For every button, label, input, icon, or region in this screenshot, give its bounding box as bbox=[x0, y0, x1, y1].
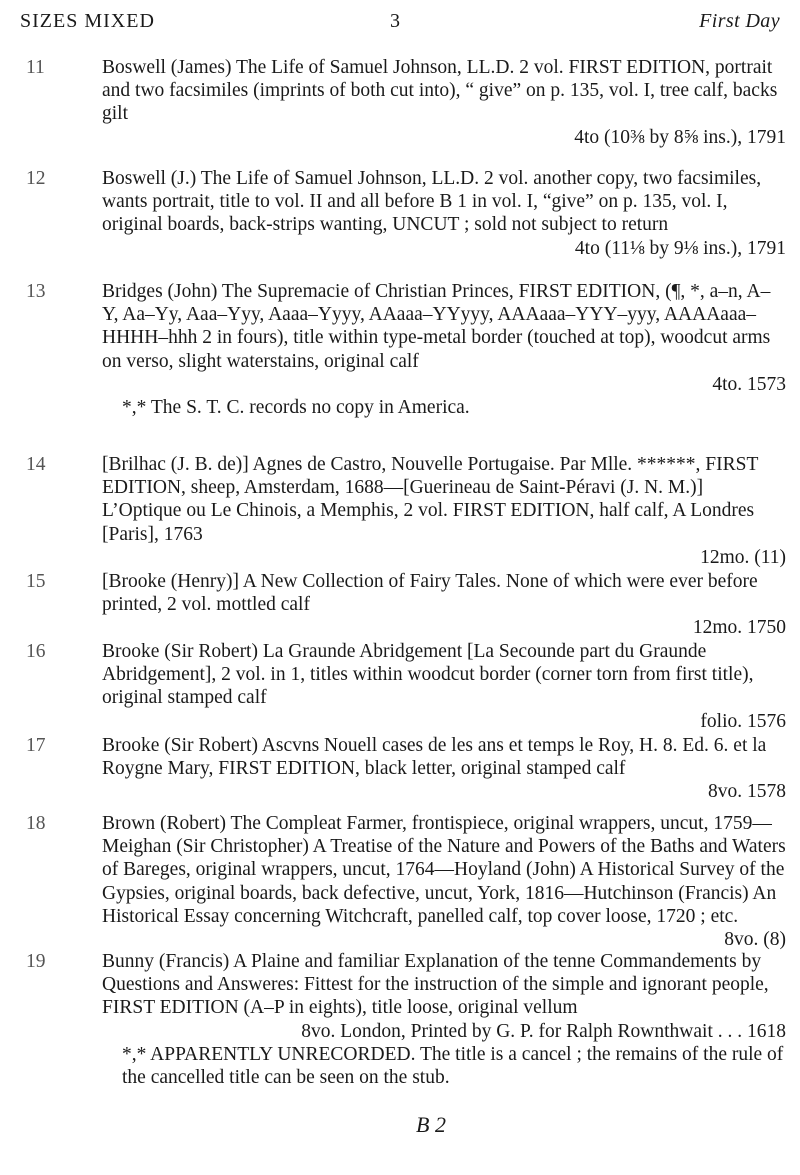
lot-entry bbox=[26, 280, 786, 419]
lot-entry bbox=[26, 167, 786, 260]
lot-description: [Brooke (Henry)] A New Collection of Fairy Tales. None of which were ever before printed, 2 vol. mottled calf bbox=[102, 571, 758, 616]
lot-format: 4to (11⅛ by 9⅛ ins.), 1791 bbox=[574, 237, 786, 259]
lot-entry bbox=[26, 570, 786, 640]
lot-description: Brooke (Sir Robert) La Graunde Abridgement [La Secounde part du Graunde Abridgement], 2 vol. in 1, titles within woodcut border (corner torn from first title), original stamped calf bbox=[102, 641, 754, 709]
lot-number: 11 bbox=[26, 57, 45, 78]
lot-description: Brooke (Sir Robert) Ascvns Nouell cases de les ans et temps le Roy, H. 8. Ed. 6. et la Roygne Mary, FIRST EDITION, black letter, original stamped calf bbox=[102, 735, 767, 780]
lot-format: 8vo. London, Printed by G. P. for Ralph Rownthwait . . . 1618 bbox=[301, 1020, 786, 1042]
lot-entry bbox=[26, 734, 786, 804]
lot-number: 15 bbox=[26, 571, 46, 592]
lot-format: 12mo. (11) bbox=[700, 546, 786, 568]
day-label: First Day bbox=[699, 10, 780, 32]
lot-description: Boswell (James) The Life of Samuel Johnson, LL.D. 2 vol. FIRST EDITION, portrait and two facsimiles (imprints of both cut into), “ give” on p. 135, vol. I, tree calf, backs gilt bbox=[102, 57, 778, 125]
lot-entry bbox=[26, 640, 786, 733]
lot-number: 14 bbox=[26, 454, 46, 475]
lot-format: 4to. 1573 bbox=[712, 373, 786, 395]
lot-format: 4to (10⅜ by 8⅝ ins.), 1791 bbox=[574, 126, 786, 148]
lot-description: Bridges (John) The Supremacie of Christian Princes, FIRST EDITION, (¶, *, a–n, A–Y, Aa–Yy, Aaa–Yyy, Aaaa–Yyyy, AAaaa–YYyyy, AAAaaa–YYY–yyy, AAAAaaa–HHHH–hhh 2 in fours), title within type-metal border (touched at top), woodcut arms on verso, slight waterstains, original calf bbox=[102, 281, 771, 372]
lot-format: 8vo. 1578 bbox=[708, 781, 786, 803]
lot-number: 18 bbox=[26, 813, 46, 834]
signature-mark: B 2 bbox=[416, 1112, 446, 1137]
lot-entry bbox=[26, 812, 786, 951]
lot-description: Bunny (Francis) A Plaine and familiar Explanation of the tenne Commandements by Questions and Answeres: Fittest for the instruction of the simple and ignorant people, FIRST EDITION (A–P in eights), title loose, original vellum bbox=[102, 951, 769, 1019]
lot-number: 19 bbox=[26, 951, 46, 972]
lot-entry bbox=[26, 56, 786, 149]
lot-description: Boswell (J.) The Life of Samuel Johnson, LL.D. 2 vol. another copy, two facsimiles, wants portrait, title to vol. II and all before B 1 in vol. I, “give” on p. 135, vol. I, original boards, back-strips wanting, UNCUT ; sold not subject to return bbox=[102, 168, 762, 236]
lot-number: 16 bbox=[26, 641, 46, 662]
section-title: SIZES MIXED bbox=[20, 10, 155, 32]
lot-description: [Brilhac (J. B. de)] Agnes de Castro, Nouvelle Portugaise. Par Mlle. ******, FIRST EDITION, sheep, Amsterdam, 1688—[Guerineau de Saint-Péravi (J. N. M.)] L’Optique ou Le Chinois, a Memphis, 2 vol. FIRST EDITION, half calf, A Londres [Paris], 1763 bbox=[102, 454, 759, 545]
lot-description: Brown (Robert) The Compleat Farmer, frontispiece, original wrappers, uncut, 1759—Meighan (Sir Christopher) A Treatise of the Nature and Powers of the Baths and Waters of Bareges, original wrappers, uncut, 1764—Hoyland (John) A Historical Survey of the Gypsies, original boards, back defective, uncut, York, 1816—Hutchinson (Francis) An Historical Essay concerning Witchcraft, panelled calf, top cover loose, 1720 ; etc. bbox=[102, 813, 786, 927]
running-header bbox=[20, 10, 780, 40]
lot-number: 17 bbox=[26, 735, 46, 756]
lot-note: *,* The S. T. C. records no copy in America. bbox=[122, 397, 470, 419]
lot-format: 8vo. (8) bbox=[724, 929, 786, 951]
lot-entry bbox=[26, 950, 786, 1089]
lot-format: 12mo. 1750 bbox=[692, 617, 786, 639]
lot-format: folio. 1576 bbox=[700, 710, 786, 732]
lot-entry bbox=[26, 453, 786, 569]
lot-number: 13 bbox=[26, 281, 46, 302]
lot-note: *,* APPARENTLY UNRECORDED. The title is a cancel ; the remains of the rule of the cancelled title can be seen on the stub. bbox=[122, 1043, 784, 1089]
page-number: 3 bbox=[390, 10, 401, 32]
lot-number: 12 bbox=[26, 168, 46, 189]
